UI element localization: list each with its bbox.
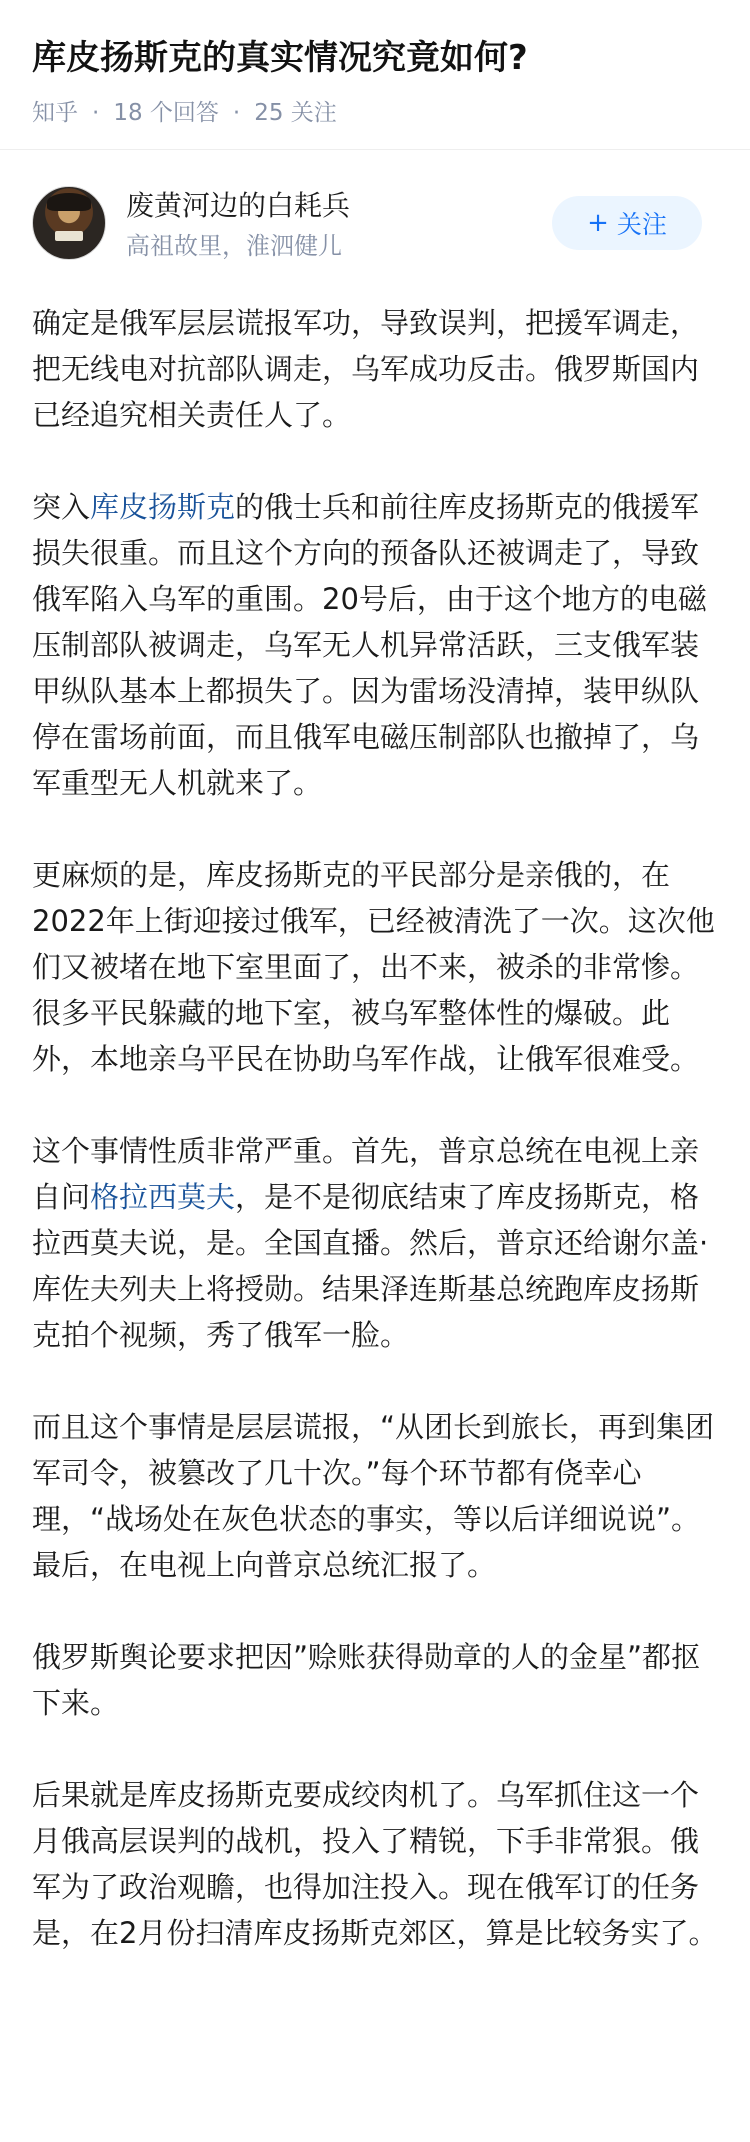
- author-card: [0, 150, 750, 300]
- follower-count[interactable]: 25 关注: [254, 100, 337, 126]
- paragraph-text: 的俄士兵和前往库皮扬斯克的俄援军损失很重。而且这个方向的预备队还被调走了，导致俄军陷入乌军的重围。20号后，由于这个地方的电磁压制部队被调走，乌军无人机异常活跃，三支俄军装甲纵队基本上都损失了。因为雷场没清掉，装甲纵队停在雷场前面，而且俄军电磁压制部队也撤掉了，乌军重型无人机就来了。: [32, 490, 707, 800]
- paragraph-text: 这个事情性质非常严重。首先，普京总统在电视上亲自问: [32, 1134, 700, 1214]
- answer-paragraph-3: 更麻烦的是，库皮扬斯克的平民部分是亲俄的，在2022年上街迎接过俄军，已经被清洗了一次。这次他们又被堵在地下室里面了，出不来，被杀的非常惨。很多平民躲藏的地下室，被乌军整体性的爆破。此外，本地亲乌平民在协助乌军作战，让俄军很难受。: [32, 858, 715, 1076]
- meta-separator: ·: [92, 100, 100, 126]
- answer-content: [0, 300, 750, 1956]
- topic-link-gerasimov[interactable]: 格拉西莫夫: [90, 1180, 236, 1214]
- paragraph-text: ，是不是彻底结束了库皮扬斯克，格拉西莫夫说，是。全国直播。然后，普京还给谢尔盖·库佐夫列夫上将授勋。结果泽连斯基总统跑库皮扬斯克拍个视频，秀了俄军一脸。: [32, 1180, 709, 1352]
- follow-label: 关注: [616, 210, 667, 239]
- source-label[interactable]: 知乎: [32, 100, 78, 126]
- answer-paragraph-5: 而且这个事情是层层谎报，“从团长到旅长，再到集团军司令，被篡改了几十次。”每个环节都有侥幸心理，“战场处在灰色状态的事实，等以后详细说说”。最后，在电视上向普京总统汇报了。: [32, 1410, 715, 1582]
- question-title[interactable]: 库皮扬斯克的真实情况究竟如何?: [32, 38, 528, 78]
- author-name[interactable]: 废黄河边的白耗兵: [126, 189, 351, 222]
- answer-paragraph-2: [32, 484, 718, 806]
- author-bio: 高祖故里，淮泗健儿: [126, 232, 342, 260]
- answer-paragraph-1: 确定是俄军层层谎报军功，导致误判，把援军调走，把无线电对抗部队调走，乌军成功反击。俄罗斯国内已经追究相关责任人了。: [32, 306, 700, 432]
- paragraph-text: 突入: [32, 490, 91, 524]
- plus-icon: +: [587, 208, 609, 238]
- topic-link-kupiansk[interactable]: 库皮扬斯克: [90, 490, 236, 524]
- answer-paragraph-4: [32, 1128, 718, 1358]
- avatar[interactable]: [32, 186, 106, 260]
- meta-separator: ·: [232, 100, 241, 126]
- question-meta: [32, 98, 718, 128]
- answer-paragraph-6: 俄罗斯舆论要求把因”赊账获得勋章的人的金星”都抠下来。: [32, 1640, 701, 1720]
- avatar-hat-shape: [47, 193, 91, 211]
- question-header: [0, 0, 750, 150]
- answer-count[interactable]: 18 个回答: [113, 100, 219, 126]
- follow-button[interactable]: [552, 196, 702, 250]
- answer-paragraph-7: 后果就是库皮扬斯克要成绞肉机了。乌军抓住这一个月俄高层误判的战机，投入了精锐，下手非常狠。俄军为了政治观瞻，也得加注投入。现在俄军订的任务是，在2月份扫清库皮扬斯克郊区，算是比较务实了。: [32, 1778, 718, 1950]
- avatar-badge-shape: [55, 231, 83, 241]
